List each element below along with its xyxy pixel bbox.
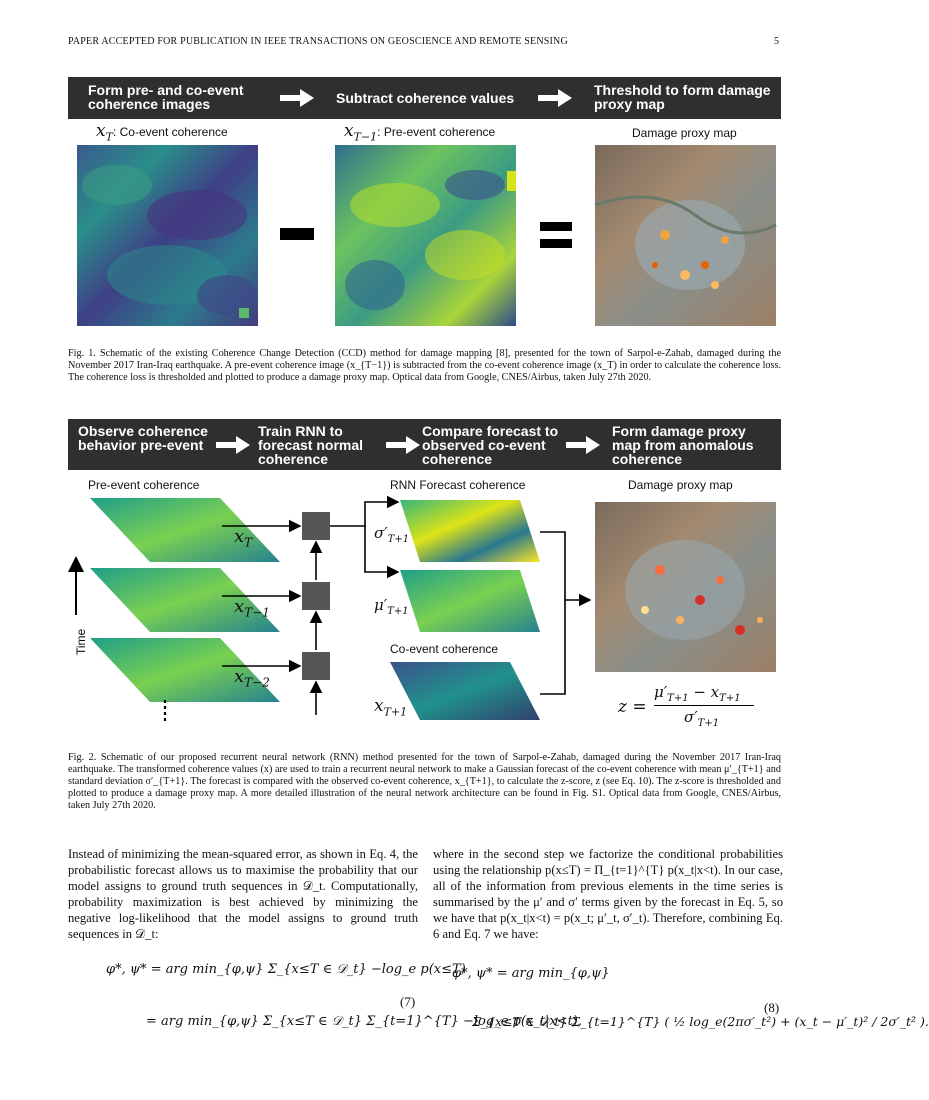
rnn-cell-3 <box>302 652 330 680</box>
fig2-step-2: Train RNN to forecast normal coherence <box>258 423 364 467</box>
eq8-number: (8) <box>764 1000 780 1015</box>
xT-2-label: $x_{T-2}$ <box>234 666 270 690</box>
fig1-arrow-icon-1 <box>280 89 314 107</box>
fig2-step-3: Compare forecast to observed co-event coherence <box>422 423 559 467</box>
eq8-line1: φ*, ψ* = arg min_{φ,ψ} <box>452 966 610 981</box>
right-column-paragraph: where in the second step we factorize the conditional probabilities using the relationship p(x≤T) = Π_{t=1}^{T} p(x_t|x<t). In our case, all of the information from previous elements in the time series is summarised by the μ′ and σ′ terms given by the forecast in Eq. 5, so we have that p(x_t|x<t) = p(x_t; μ′_t, σ′_t). Therefore, combining Eq. 6 and Eq. 7 we have: <box>433 847 783 941</box>
fig1-step-1: Form pre- and co-event coherence images <box>88 82 244 112</box>
fig1-co-event-label <box>96 121 228 143</box>
equals-icon <box>540 222 572 248</box>
eq7-number: (7) <box>400 994 416 1009</box>
fig2-arrow-icon-3 <box>566 436 600 454</box>
fig2-pre-event-label: Pre-event coherence <box>88 478 200 492</box>
fig1-pre-event-label <box>344 121 495 143</box>
mu-forecast-tile <box>400 570 540 632</box>
fig1-arrow-icon-2 <box>538 89 572 107</box>
fig1-banner <box>68 77 781 119</box>
co-event-symbol: $x_T$ <box>96 121 113 144</box>
fig2-step-4: Form damage proxy map from anomalous coherence <box>612 423 754 467</box>
running-head: PAPER ACCEPTED FOR PUBLICATION IN IEEE TRANSACTIONS ON GEOSCIENCE AND REMOTE SENSING <box>68 36 568 47</box>
page-number: 5 <box>774 36 780 47</box>
sigma-forecast-tile <box>400 500 540 562</box>
fig1-step-2: Subtract coherence values <box>336 90 515 106</box>
time-label: Time <box>74 628 88 655</box>
xT-label: $x_T$ <box>234 526 253 550</box>
fig2-rnn-forecast-label: RNN Forecast coherence <box>390 478 526 492</box>
co-event-tile <box>390 662 540 720</box>
fig2-arrow-icon-2 <box>386 436 420 454</box>
eq7-line2: = arg min_{φ,ψ} Σ_{x≤T ∈ 𝒟_t} Σ_{t=1}^{T} −log_e p(x_t|x<t), <box>146 1014 583 1029</box>
fig2-step-1: Observe coherence behavior pre-event <box>78 423 208 453</box>
fig1-caption: Fig. 1. Schematic of the existing Coherence Change Detection (CCD) method for damage mapping [8], presented for the town of Sarpol-e-Zahab, damaged during the November 2017 Iran-Iraq earthquake. A pre-event coherence image (x_{T−1}) is subtracted from the co-event coherence image (x_T) in order to calculate the coherence loss. The coherence loss is thresholded and plotted to produce a damage proxy map. Optical data from Google, CNES/Airbus, taken July 27th 2020. <box>68 348 781 383</box>
pre-event-text: : Pre-event coherence <box>377 125 496 139</box>
pre-event-coherence-image <box>335 145 516 326</box>
eq7-line1: φ*, ψ* = arg min_{φ,ψ} Σ_{x≤T ∈ 𝒟_t} −log_e p(x≤T) <box>106 962 466 977</box>
fig1-step-3: Threshold to form damage proxy map <box>594 82 771 112</box>
fig2-caption: Fig. 2. Schematic of our proposed recurrent neural network (RNN) method presented for the town of Sarpol-e-Zahab, damaged during the November 2017 Iran-Iraq earthquake. The transformed coherence values (x) are used to train a recurrent neural network to make a Gaussian forecast of the co-event coherence with mean μ′_{T+1} and standard deviation σ′_{T+1}. The forecast is compared with the observed co-event coherence, x_{T+1}, to calculate the z-score, z (see Eq. 10). The z-score is thresholded and plotted to produce a damage proxy map. A more detailed illustration of the neural network architecture can be found in Fig. S1. Optical data from Google, CNES/Airbus, taken July 27th 2020. <box>68 752 781 811</box>
zscore-equation: z = $\mu'_{T+1} - x_{T+1}$ $\sigma'_{T+1}$ <box>618 683 758 731</box>
mu-label: $\mu'_{T+1}$ <box>374 596 409 617</box>
eq8-line2: Σ_{x≤T ∈ 𝒟_t} Σ_{t=1}^{T} ( ½ log_e(2πσ′_t²) + (x_t − μ′_t)² / 2σ′_t² ). <box>472 1014 929 1029</box>
co-event-coherence-image <box>77 145 258 326</box>
fig2-co-event-label: Co-event coherence <box>390 642 499 656</box>
co-event-text: : Co-event coherence <box>112 125 228 139</box>
pre-event-symbol: $x_{T-1}$ <box>344 121 378 144</box>
minus-icon <box>280 228 314 240</box>
rnn-cell-2 <box>302 582 330 610</box>
sigma-label: $\sigma'_{T+1}$ <box>374 524 410 545</box>
xTplus1-label: $x_{T+1}$ <box>374 696 408 719</box>
fig1-damage-label: Damage proxy map <box>632 126 737 140</box>
xT-1-label: $x_{T-1}$ <box>234 596 270 620</box>
fig2-damage-label: Damage proxy map <box>628 478 733 492</box>
fig1-damage-proxy-map <box>595 145 776 326</box>
rnn-cell-1 <box>302 512 330 540</box>
left-column-paragraph: Instead of minimizing the mean-squared error, as shown in Eq. 4, the probabilistic forecast allows us to maximise the probability that our model assigns to ground truth sequences in 𝒟_t. Computationally, probability maximization is best achieved by minimizing the negative log-likelihood that the model assigns to ground truth sequences in 𝒟_t: <box>68 847 418 941</box>
fig2-arrow-icon-1 <box>216 436 250 454</box>
fig2-banner <box>68 419 781 470</box>
